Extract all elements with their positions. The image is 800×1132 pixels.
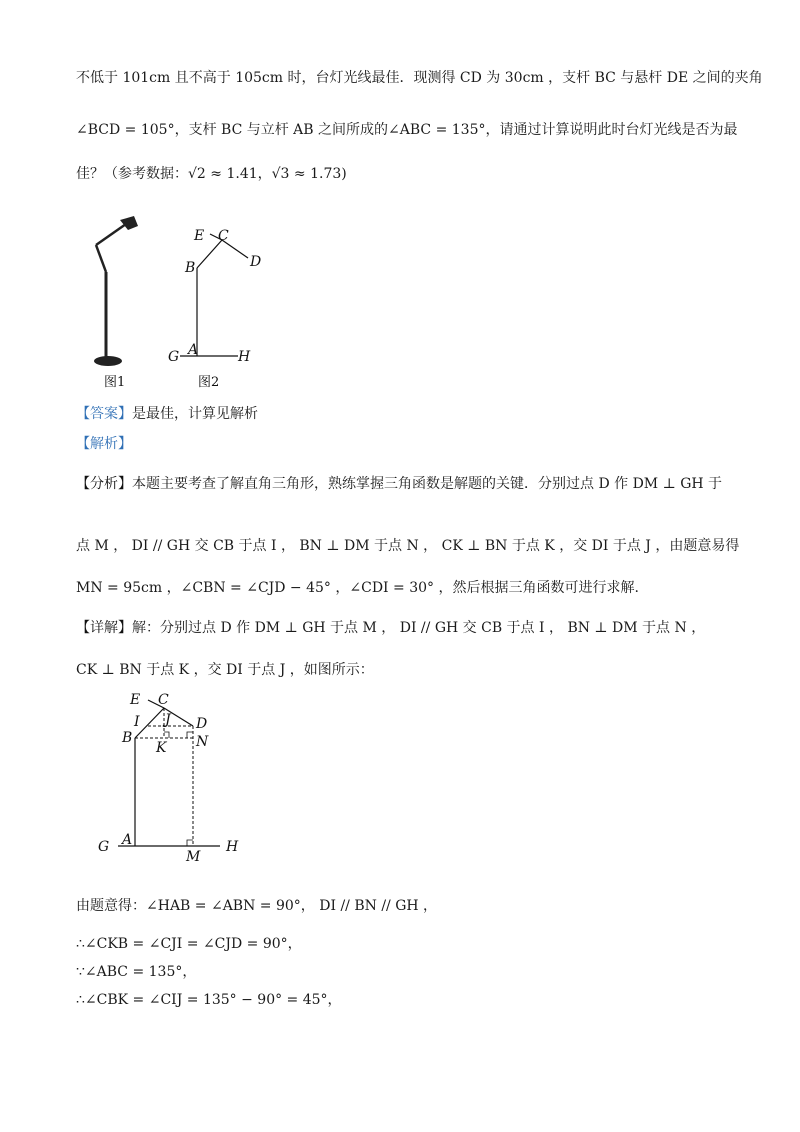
analysis-tag: 【解析】	[76, 436, 132, 452]
figure-1-caption: 图1	[104, 375, 126, 390]
step-1: 由题意得：∠HAB = ∠ABN = 90°， DI // BN // GH ，	[76, 898, 438, 914]
fig3-label-C: C	[158, 692, 169, 708]
fig3-label-K: K	[156, 740, 167, 756]
fig3-label-N: N	[196, 734, 209, 750]
fig3-label-H: H	[226, 839, 239, 855]
step-3: ∵∠ABC = 135°，	[76, 964, 197, 980]
fig2-label-G: G	[168, 349, 180, 365]
fig2-label-D: D	[250, 254, 262, 270]
fig3-label-A: A	[122, 832, 133, 848]
step-4: ∴∠CBK = ∠CIJ = 135° − 90° = 45°，	[76, 992, 342, 1008]
figure-2-caption: 图2	[198, 375, 220, 390]
figure-3-solution-diagram	[90, 688, 260, 868]
fig2-label-B: B	[185, 260, 196, 276]
fig2-label-C: C	[218, 228, 229, 244]
fig2-label-E: E	[194, 228, 205, 244]
fig3-label-M: M	[186, 849, 201, 865]
figure-1-and-2	[80, 210, 300, 390]
fenxi-text-1: 本题主要考查了解直角三角形，熟练掌握三角函数是解题的关键．分别过点 D 作 DM ⊥ GH 于	[132, 476, 723, 492]
xiangjie-tag: 【详解】	[76, 620, 132, 636]
fig3-label-E: E	[130, 692, 141, 708]
fig3-label-B: B	[122, 730, 133, 746]
fenxi-line-2: 点 M ， DI // GH 交 CB 于点 I ， BN ⊥ DM 于点 N ， CK ⊥ BN 于点 K ，交 DI 于点 J ，由题意易得	[76, 538, 740, 554]
xiangjie-text-1: 解：分别过点 D 作 DM ⊥ GH 于点 M ， DI // GH 交 CB 于点 I ， BN ⊥ DM 于点 N ，	[132, 620, 706, 636]
fenxi-line-1	[76, 474, 736, 494]
fenxi-tag: 【分析】	[76, 476, 132, 492]
fig3-label-D: D	[196, 716, 208, 732]
answer-text: 是最佳，计算见解析	[132, 406, 258, 422]
answer-line	[76, 404, 736, 424]
fig2-label-A: A	[188, 342, 199, 358]
problem-line-3: 佳？（参考数据：√2 ≈ 1.41，√3 ≈ 1.73)	[76, 166, 347, 182]
problem-line-1: 不低于 101cm 且不高于 105cm 时，台灯光线最佳．现测得 CD 为 30cm ，支杆 BC 与悬杆 DE 之间的夹角	[76, 70, 763, 86]
analysis-line	[76, 434, 736, 454]
xiangjie-line-2: CK ⊥ BN 于点 K ，交 DI 于点 J ，如图所示：	[76, 662, 374, 678]
figure-2-diagram	[180, 234, 248, 356]
answer-tag: 【答案】	[76, 406, 132, 422]
xiangjie-line-1	[76, 618, 736, 638]
fig2-label-H: H	[238, 349, 251, 365]
fig3-label-G: G	[98, 839, 110, 855]
figure-1-lamp	[94, 216, 138, 366]
step-2: ∴∠CKB = ∠CJI = ∠CJD = 90°，	[76, 936, 302, 952]
fig3-label-J: J	[165, 712, 171, 728]
problem-line-2: ∠BCD = 105°，支杆 BC 与立杆 AB 之间所成的∠ABC = 135°，请通过计算说明此时台灯光线是否为最	[76, 122, 738, 138]
fenxi-line-3: MN = 95cm ，∠CBN = ∠CJD − 45° ，∠CDI = 30° ，然后根据三角函数可进行求解.	[76, 580, 639, 596]
fig3-label-I: I	[134, 714, 140, 730]
